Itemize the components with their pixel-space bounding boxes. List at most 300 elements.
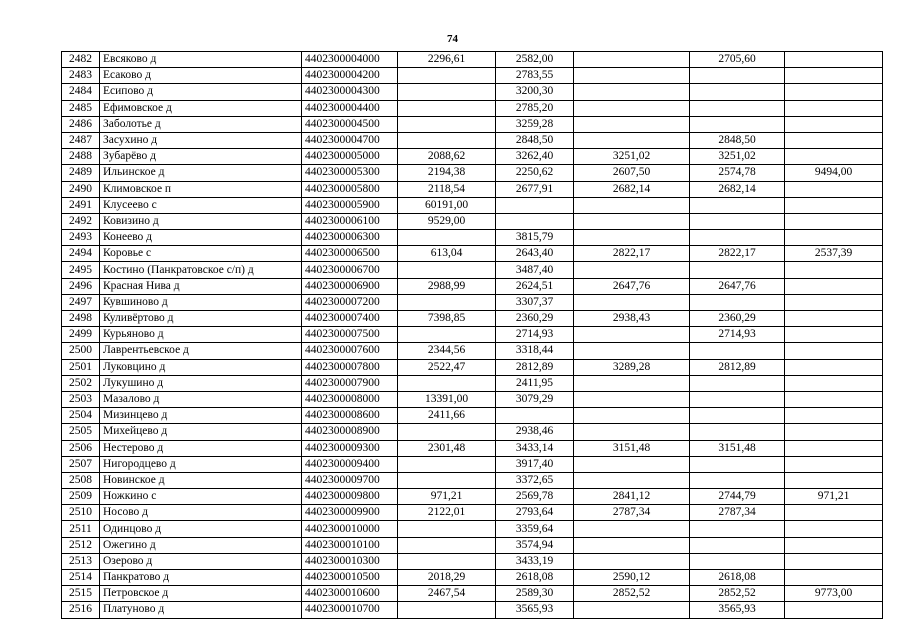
value-col-5-cell xyxy=(785,213,883,229)
value-col-3-cell: 2682,14 xyxy=(574,181,690,197)
value-col-4-cell xyxy=(690,343,785,359)
value-col-2-cell xyxy=(496,213,574,229)
settlement-name-cell: Нигородцево д xyxy=(100,456,302,472)
row-number-cell: 2482 xyxy=(62,52,100,68)
value-col-2-cell: 3917,40 xyxy=(496,456,574,472)
value-col-3-cell: 3151,48 xyxy=(574,440,690,456)
value-col-2-cell: 2783,55 xyxy=(496,68,574,84)
value-col-5-cell xyxy=(785,553,883,569)
value-col-2-cell: 2714,93 xyxy=(496,327,574,343)
table-row xyxy=(62,391,883,407)
value-col-3-cell xyxy=(574,472,690,488)
row-number-cell: 2494 xyxy=(62,246,100,262)
value-col-3-cell xyxy=(574,52,690,68)
settlement-name-cell: Конеево д xyxy=(100,230,302,246)
value-col-1-cell: 2118,54 xyxy=(398,181,496,197)
table-row xyxy=(62,149,883,165)
table-row xyxy=(62,553,883,569)
value-col-1-cell xyxy=(398,327,496,343)
row-number-cell: 2497 xyxy=(62,294,100,310)
table-row xyxy=(62,278,883,294)
settlement-name-cell: Озерово д xyxy=(100,553,302,569)
table-row xyxy=(62,408,883,424)
settlement-name-cell: Платуново д xyxy=(100,602,302,618)
settlement-name-cell: Куливёртово д xyxy=(100,311,302,327)
value-col-5-cell xyxy=(785,343,883,359)
table-row xyxy=(62,294,883,310)
value-col-2-cell: 3200,30 xyxy=(496,84,574,100)
row-number-cell: 2509 xyxy=(62,489,100,505)
value-col-1-cell xyxy=(398,230,496,246)
value-col-1-cell xyxy=(398,68,496,84)
value-col-1-cell: 60191,00 xyxy=(398,197,496,213)
value-col-3-cell xyxy=(574,521,690,537)
oktmo-code-cell: 4402300008900 xyxy=(302,424,398,440)
settlement-table xyxy=(61,51,883,619)
oktmo-code-cell: 4402300004400 xyxy=(302,100,398,116)
value-col-1-cell: 13391,00 xyxy=(398,391,496,407)
settlement-name-cell: Новинское д xyxy=(100,472,302,488)
oktmo-code-cell: 4402300009900 xyxy=(302,505,398,521)
value-col-1-cell: 2467,54 xyxy=(398,586,496,602)
value-col-1-cell: 2018,29 xyxy=(398,570,496,586)
value-col-2-cell: 2677,91 xyxy=(496,181,574,197)
oktmo-code-cell: 4402300004500 xyxy=(302,116,398,132)
table-row xyxy=(62,602,883,618)
settlement-name-cell: Ефимовское д xyxy=(100,100,302,116)
value-col-5-cell xyxy=(785,359,883,375)
value-col-4-cell: 2787,34 xyxy=(690,505,785,521)
value-col-3-cell xyxy=(574,262,690,278)
value-col-1-cell: 2522,47 xyxy=(398,359,496,375)
settlement-name-cell: Зубарёво д xyxy=(100,149,302,165)
oktmo-code-cell: 4402300010600 xyxy=(302,586,398,602)
table-row xyxy=(62,343,883,359)
value-col-4-cell: 2618,08 xyxy=(690,570,785,586)
value-col-2-cell: 2848,50 xyxy=(496,132,574,148)
value-col-3-cell xyxy=(574,375,690,391)
oktmo-code-cell: 4402300004000 xyxy=(302,52,398,68)
value-col-3-cell xyxy=(574,424,690,440)
row-number-cell: 2504 xyxy=(62,408,100,424)
row-number-cell: 2511 xyxy=(62,521,100,537)
value-col-5-cell xyxy=(785,294,883,310)
value-col-2-cell: 3433,19 xyxy=(496,553,574,569)
value-col-5-cell xyxy=(785,391,883,407)
value-col-1-cell: 2988,99 xyxy=(398,278,496,294)
value-col-2-cell: 3433,14 xyxy=(496,440,574,456)
value-col-3-cell xyxy=(574,230,690,246)
value-col-1-cell: 2301,48 xyxy=(398,440,496,456)
value-col-2-cell: 3318,44 xyxy=(496,343,574,359)
value-col-4-cell xyxy=(690,197,785,213)
value-col-1-cell xyxy=(398,294,496,310)
value-col-2-cell: 3487,40 xyxy=(496,262,574,278)
settlement-name-cell: Евсяково д xyxy=(100,52,302,68)
value-col-4-cell: 2360,29 xyxy=(690,311,785,327)
settlement-name-cell: Клусеево с xyxy=(100,197,302,213)
value-col-5-cell xyxy=(785,84,883,100)
settlement-name-cell: Мазалово д xyxy=(100,391,302,407)
value-col-1-cell xyxy=(398,100,496,116)
value-col-2-cell xyxy=(496,197,574,213)
oktmo-code-cell: 4402300006700 xyxy=(302,262,398,278)
row-number-cell: 2498 xyxy=(62,311,100,327)
value-col-3-cell: 2590,12 xyxy=(574,570,690,586)
table-row xyxy=(62,456,883,472)
value-col-1-cell: 2344,56 xyxy=(398,343,496,359)
table-row xyxy=(62,570,883,586)
settlement-name-cell: Ожегино д xyxy=(100,537,302,553)
value-col-5-cell xyxy=(785,602,883,618)
settlement-name-cell: Кувшиново д xyxy=(100,294,302,310)
table-row xyxy=(62,68,883,84)
value-col-3-cell: 2938,43 xyxy=(574,311,690,327)
oktmo-code-cell: 4402300009300 xyxy=(302,440,398,456)
value-col-2-cell: 2250,62 xyxy=(496,165,574,181)
row-number-cell: 2495 xyxy=(62,262,100,278)
value-col-5-cell xyxy=(785,68,883,84)
row-number-cell: 2516 xyxy=(62,602,100,618)
table-row xyxy=(62,375,883,391)
oktmo-code-cell: 4402300006500 xyxy=(302,246,398,262)
oktmo-code-cell: 4402300005000 xyxy=(302,149,398,165)
value-col-1-cell: 7398,85 xyxy=(398,311,496,327)
oktmo-code-cell: 4402300010500 xyxy=(302,570,398,586)
row-number-cell: 2505 xyxy=(62,424,100,440)
row-number-cell: 2500 xyxy=(62,343,100,359)
value-col-2-cell: 2411,95 xyxy=(496,375,574,391)
settlement-name-cell: Красная Нива д xyxy=(100,278,302,294)
value-col-1-cell xyxy=(398,521,496,537)
oktmo-code-cell: 4402300004700 xyxy=(302,132,398,148)
value-col-4-cell xyxy=(690,408,785,424)
row-number-cell: 2483 xyxy=(62,68,100,84)
value-col-4-cell: 2852,52 xyxy=(690,586,785,602)
table-row xyxy=(62,230,883,246)
oktmo-code-cell: 4402300006100 xyxy=(302,213,398,229)
settlement-name-cell: Есаково д xyxy=(100,68,302,84)
value-col-3-cell xyxy=(574,456,690,472)
value-col-5-cell: 9494,00 xyxy=(785,165,883,181)
table-body xyxy=(62,52,883,619)
settlement-name-cell: Климовское п xyxy=(100,181,302,197)
settlement-name-cell: Заболотье д xyxy=(100,116,302,132)
settlement-name-cell: Одинцово д xyxy=(100,521,302,537)
value-col-5-cell xyxy=(785,262,883,278)
oktmo-code-cell: 4402300007500 xyxy=(302,327,398,343)
value-col-1-cell xyxy=(398,602,496,618)
value-col-3-cell: 2607,50 xyxy=(574,165,690,181)
settlement-name-cell: Курьяново д xyxy=(100,327,302,343)
value-col-5-cell xyxy=(785,311,883,327)
table-row xyxy=(62,472,883,488)
row-number-cell: 2493 xyxy=(62,230,100,246)
row-number-cell: 2489 xyxy=(62,165,100,181)
oktmo-code-cell: 4402300009700 xyxy=(302,472,398,488)
value-col-5-cell xyxy=(785,375,883,391)
value-col-3-cell xyxy=(574,408,690,424)
value-col-1-cell xyxy=(398,84,496,100)
value-col-1-cell: 971,21 xyxy=(398,489,496,505)
value-col-4-cell xyxy=(690,262,785,278)
value-col-5-cell xyxy=(785,181,883,197)
oktmo-code-cell: 4402300004300 xyxy=(302,84,398,100)
value-col-4-cell: 3151,48 xyxy=(690,440,785,456)
value-col-2-cell: 2785,20 xyxy=(496,100,574,116)
table-row xyxy=(62,424,883,440)
value-col-2-cell: 3565,93 xyxy=(496,602,574,618)
value-col-1-cell xyxy=(398,537,496,553)
value-col-5-cell xyxy=(785,327,883,343)
value-col-2-cell: 2643,40 xyxy=(496,246,574,262)
oktmo-code-cell: 4402300007800 xyxy=(302,359,398,375)
value-col-3-cell xyxy=(574,84,690,100)
value-col-2-cell: 3815,79 xyxy=(496,230,574,246)
oktmo-code-cell: 4402300009800 xyxy=(302,489,398,505)
oktmo-code-cell: 4402300007200 xyxy=(302,294,398,310)
value-col-5-cell xyxy=(785,570,883,586)
value-col-1-cell: 2122,01 xyxy=(398,505,496,521)
value-col-3-cell: 2647,76 xyxy=(574,278,690,294)
value-col-4-cell xyxy=(690,294,785,310)
value-col-4-cell: 2647,76 xyxy=(690,278,785,294)
row-number-cell: 2484 xyxy=(62,84,100,100)
value-col-3-cell xyxy=(574,197,690,213)
value-col-4-cell xyxy=(690,116,785,132)
oktmo-code-cell: 4402300009400 xyxy=(302,456,398,472)
oktmo-code-cell: 4402300010000 xyxy=(302,521,398,537)
value-col-3-cell xyxy=(574,602,690,618)
value-col-1-cell: 2296,61 xyxy=(398,52,496,68)
row-number-cell: 2491 xyxy=(62,197,100,213)
value-col-1-cell xyxy=(398,472,496,488)
oktmo-code-cell: 4402300008000 xyxy=(302,391,398,407)
oktmo-code-cell: 4402300005900 xyxy=(302,197,398,213)
value-col-5-cell xyxy=(785,149,883,165)
value-col-1-cell xyxy=(398,116,496,132)
table-row xyxy=(62,489,883,505)
value-col-4-cell: 2705,60 xyxy=(690,52,785,68)
row-number-cell: 2487 xyxy=(62,132,100,148)
value-col-4-cell: 2744,79 xyxy=(690,489,785,505)
value-col-1-cell: 613,04 xyxy=(398,246,496,262)
value-col-5-cell xyxy=(785,408,883,424)
value-col-3-cell xyxy=(574,68,690,84)
value-col-2-cell: 2812,89 xyxy=(496,359,574,375)
value-col-4-cell xyxy=(690,100,785,116)
value-col-4-cell xyxy=(690,213,785,229)
row-number-cell: 2499 xyxy=(62,327,100,343)
value-col-5-cell xyxy=(785,505,883,521)
value-col-4-cell: 3565,93 xyxy=(690,602,785,618)
table-row xyxy=(62,52,883,68)
oktmo-code-cell: 4402300007600 xyxy=(302,343,398,359)
value-col-3-cell xyxy=(574,213,690,229)
value-col-4-cell: 2812,89 xyxy=(690,359,785,375)
row-number-cell: 2510 xyxy=(62,505,100,521)
value-col-1-cell: 9529,00 xyxy=(398,213,496,229)
value-col-4-cell xyxy=(690,521,785,537)
settlement-name-cell: Ковизино д xyxy=(100,213,302,229)
value-col-5-cell xyxy=(785,456,883,472)
value-col-4-cell: 2822,17 xyxy=(690,246,785,262)
value-col-2-cell: 3259,28 xyxy=(496,116,574,132)
settlement-name-cell: Лаврентьевское д xyxy=(100,343,302,359)
value-col-4-cell xyxy=(690,391,785,407)
value-col-5-cell xyxy=(785,100,883,116)
value-col-4-cell: 2714,93 xyxy=(690,327,785,343)
row-number-cell: 2506 xyxy=(62,440,100,456)
value-col-5-cell xyxy=(785,424,883,440)
row-number-cell: 2507 xyxy=(62,456,100,472)
row-number-cell: 2490 xyxy=(62,181,100,197)
value-col-1-cell xyxy=(398,132,496,148)
settlement-name-cell: Ильинское д xyxy=(100,165,302,181)
value-col-1-cell: 2194,38 xyxy=(398,165,496,181)
value-col-4-cell xyxy=(690,537,785,553)
oktmo-code-cell: 4402300005300 xyxy=(302,165,398,181)
value-col-5-cell xyxy=(785,230,883,246)
value-col-2-cell xyxy=(496,408,574,424)
table-row xyxy=(62,537,883,553)
value-col-2-cell: 2618,08 xyxy=(496,570,574,586)
value-col-4-cell xyxy=(690,472,785,488)
row-number-cell: 2508 xyxy=(62,472,100,488)
value-col-2-cell: 2582,00 xyxy=(496,52,574,68)
page-number: 74 xyxy=(447,33,458,45)
value-col-4-cell xyxy=(690,230,785,246)
row-number-cell: 2485 xyxy=(62,100,100,116)
row-number-cell: 2496 xyxy=(62,278,100,294)
table-row xyxy=(62,116,883,132)
value-col-3-cell xyxy=(574,116,690,132)
value-col-5-cell: 9773,00 xyxy=(785,586,883,602)
row-number-cell: 2502 xyxy=(62,375,100,391)
value-col-3-cell xyxy=(574,553,690,569)
value-col-3-cell xyxy=(574,132,690,148)
table-row xyxy=(62,521,883,537)
settlement-name-cell: Засухино д xyxy=(100,132,302,148)
settlement-name-cell: Мизинцево д xyxy=(100,408,302,424)
value-col-3-cell: 2822,17 xyxy=(574,246,690,262)
value-col-2-cell: 2589,30 xyxy=(496,586,574,602)
value-col-5-cell xyxy=(785,472,883,488)
table-row xyxy=(62,197,883,213)
value-col-4-cell xyxy=(690,84,785,100)
row-number-cell: 2512 xyxy=(62,537,100,553)
value-col-3-cell xyxy=(574,537,690,553)
value-col-3-cell: 2852,52 xyxy=(574,586,690,602)
oktmo-code-cell: 4402300010300 xyxy=(302,553,398,569)
value-col-4-cell xyxy=(690,456,785,472)
value-col-1-cell: 2411,66 xyxy=(398,408,496,424)
value-col-5-cell xyxy=(785,521,883,537)
value-col-4-cell: 2848,50 xyxy=(690,132,785,148)
value-col-4-cell xyxy=(690,68,785,84)
value-col-3-cell: 2787,34 xyxy=(574,505,690,521)
oktmo-code-cell: 4402300010100 xyxy=(302,537,398,553)
value-col-5-cell xyxy=(785,116,883,132)
value-col-3-cell xyxy=(574,294,690,310)
settlement-name-cell: Ножкино с xyxy=(100,489,302,505)
settlement-name-cell: Нестерово д xyxy=(100,440,302,456)
row-number-cell: 2503 xyxy=(62,391,100,407)
oktmo-code-cell: 4402300005800 xyxy=(302,181,398,197)
value-col-1-cell xyxy=(398,424,496,440)
oktmo-code-cell: 4402300008600 xyxy=(302,408,398,424)
settlement-name-cell: Костино (Панкратовское с/п) д xyxy=(100,262,302,278)
value-col-2-cell: 2360,29 xyxy=(496,311,574,327)
oktmo-code-cell: 4402300007900 xyxy=(302,375,398,391)
table-row xyxy=(62,505,883,521)
value-col-3-cell: 2841,12 xyxy=(574,489,690,505)
value-col-5-cell xyxy=(785,537,883,553)
value-col-2-cell: 3079,29 xyxy=(496,391,574,407)
table-row xyxy=(62,311,883,327)
oktmo-code-cell: 4402300004200 xyxy=(302,68,398,84)
value-col-2-cell: 3262,40 xyxy=(496,149,574,165)
value-col-2-cell: 3359,64 xyxy=(496,521,574,537)
value-col-4-cell xyxy=(690,375,785,391)
settlement-name-cell: Лукушино д xyxy=(100,375,302,391)
value-col-5-cell: 2537,39 xyxy=(785,246,883,262)
value-col-4-cell: 2574,78 xyxy=(690,165,785,181)
row-number-cell: 2514 xyxy=(62,570,100,586)
value-col-1-cell: 2088,62 xyxy=(398,149,496,165)
oktmo-code-cell: 4402300010700 xyxy=(302,602,398,618)
value-col-5-cell xyxy=(785,278,883,294)
settlement-name-cell: Петровское д xyxy=(100,586,302,602)
value-col-4-cell xyxy=(690,553,785,569)
value-col-2-cell: 3574,94 xyxy=(496,537,574,553)
row-number-cell: 2501 xyxy=(62,359,100,375)
oktmo-code-cell: 4402300006900 xyxy=(302,278,398,294)
table-row xyxy=(62,440,883,456)
value-col-1-cell xyxy=(398,456,496,472)
value-col-1-cell xyxy=(398,375,496,391)
row-number-cell: 2513 xyxy=(62,553,100,569)
value-col-4-cell xyxy=(690,424,785,440)
value-col-1-cell xyxy=(398,553,496,569)
value-col-5-cell xyxy=(785,52,883,68)
settlement-name-cell: Есипово д xyxy=(100,84,302,100)
value-col-3-cell xyxy=(574,100,690,116)
table-row xyxy=(62,181,883,197)
table-row xyxy=(62,359,883,375)
value-col-3-cell xyxy=(574,343,690,359)
row-number-cell: 2488 xyxy=(62,149,100,165)
oktmo-code-cell: 4402300006300 xyxy=(302,230,398,246)
settlement-name-cell: Коровье с xyxy=(100,246,302,262)
value-col-3-cell xyxy=(574,391,690,407)
table-row xyxy=(62,586,883,602)
row-number-cell: 2492 xyxy=(62,213,100,229)
row-number-cell: 2515 xyxy=(62,586,100,602)
table-row xyxy=(62,246,883,262)
settlement-name-cell: Михейцево д xyxy=(100,424,302,440)
value-col-4-cell: 2682,14 xyxy=(690,181,785,197)
value-col-4-cell: 3251,02 xyxy=(690,149,785,165)
value-col-2-cell: 2624,51 xyxy=(496,278,574,294)
settlement-name-cell: Луковцино д xyxy=(100,359,302,375)
value-col-2-cell: 3307,37 xyxy=(496,294,574,310)
row-number-cell: 2486 xyxy=(62,116,100,132)
value-col-2-cell: 2938,46 xyxy=(496,424,574,440)
table-row xyxy=(62,262,883,278)
value-col-5-cell xyxy=(785,132,883,148)
value-col-2-cell: 3372,65 xyxy=(496,472,574,488)
